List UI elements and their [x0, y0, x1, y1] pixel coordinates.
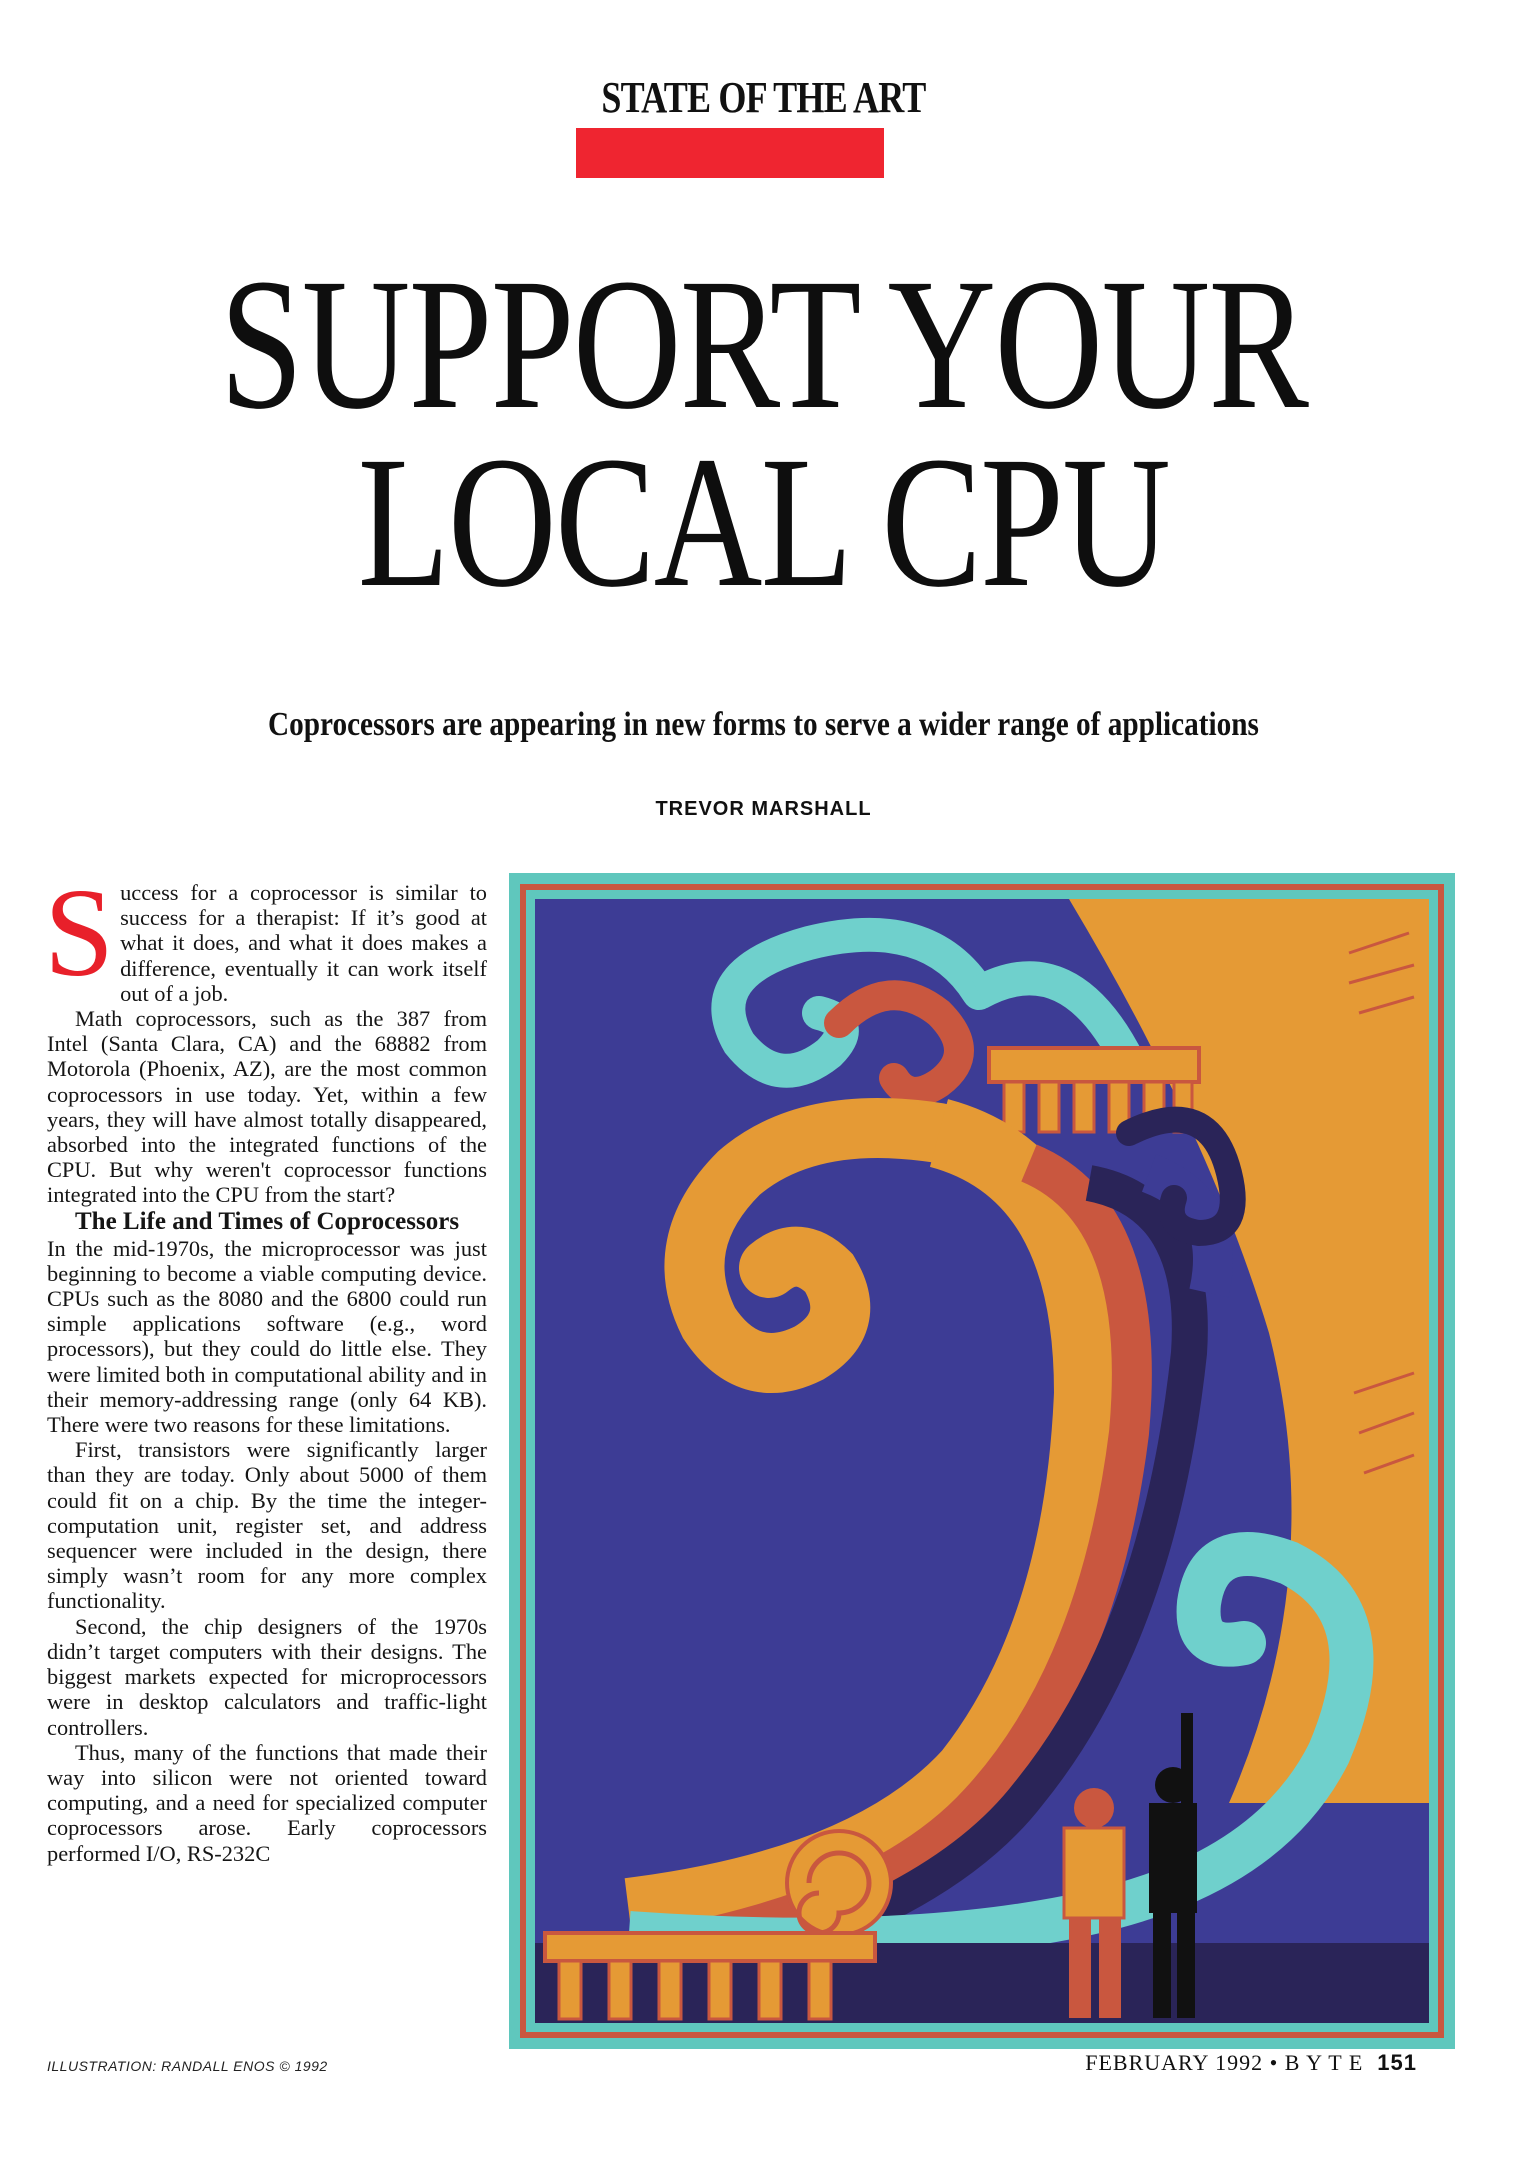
illustration-credit: ILLUSTRATION: RANDALL ENOS © 1992: [47, 2058, 328, 2074]
paragraph-1: [44, 864, 487, 1006]
byline: TREVOR MARSHALL: [655, 798, 872, 820]
paragraph-6: Thus, many of the functions that made their way into silicon were not oriented toward computing, and a need for specialized computer coprocessors arose. Early coprocessors performed I/O, RS-232C: [47, 1739, 487, 1866]
lower-temple-roof: [545, 1933, 875, 1961]
issue-line: FEBRUARY 1992 • B Y T E: [1085, 2050, 1364, 2075]
page-number: 151: [1377, 2050, 1417, 2075]
folio: [1085, 2050, 1417, 2076]
paragraph-3: In the mid-1970s, the microprocessor was just beginning to become a viable computing device. CPUs such as the 8080 and the 6800 could run simple applications software (e.g., word processors), but they could do little else. They were limited both in computational ability and in their memory-addressing range (only 64 KB). There were two reasons for these limitations.: [47, 1235, 487, 1438]
paragraph-5: Second, the chip designers of the 1970s didn’t target computers with their designs. The biggest markets expected for microprocessors were in desktop calculators and traffic-light controllers.: [47, 1613, 487, 1740]
deck-subtitle: Coprocessors are appearing in new forms to serve a wider range of applications: [268, 706, 1259, 743]
section-accent-bar: [576, 128, 884, 178]
subheading: The Life and Times of Coprocessors: [75, 1207, 460, 1235]
headline-line-2: LOCAL CPU: [357, 417, 1170, 626]
section-label: STATE OF THE ART: [601, 73, 926, 122]
paragraph-2: Math coprocessors, such as the 387 from Intel (Santa Clara, CA) and the 68882 from Motorola (Phoenix, AZ), are the most common coprocessors in use today. Yet, within a few years, they will have almost totally disappeared, absorbed into the integrated functions of the CPU. But why weren't coprocessor functions integrated into the CPU from the start?: [47, 1006, 487, 1208]
article-column: [44, 864, 487, 1866]
headline: [0, 239, 1527, 626]
illustration: [509, 873, 1455, 2049]
paragraph-4: First, transistors were significantly larger than they are today. Only about 5000 of them could fit on a chip. By the time the integer-computation unit, register set, and address sequencer were included in the design, there simply wasn’t room for any more complex functionality.: [47, 1437, 487, 1614]
upper-temple-roof: [989, 1048, 1199, 1082]
paragraph-1-text: uccess for a coprocessor is similar to success for a therapist: If it’s good at what it does, and what it does makes a difference, eventually it can work itself out of a job.: [120, 880, 487, 1006]
drop-cap: S: [44, 864, 115, 1003]
headline-line-1: SUPPORT YOUR: [219, 239, 1308, 448]
